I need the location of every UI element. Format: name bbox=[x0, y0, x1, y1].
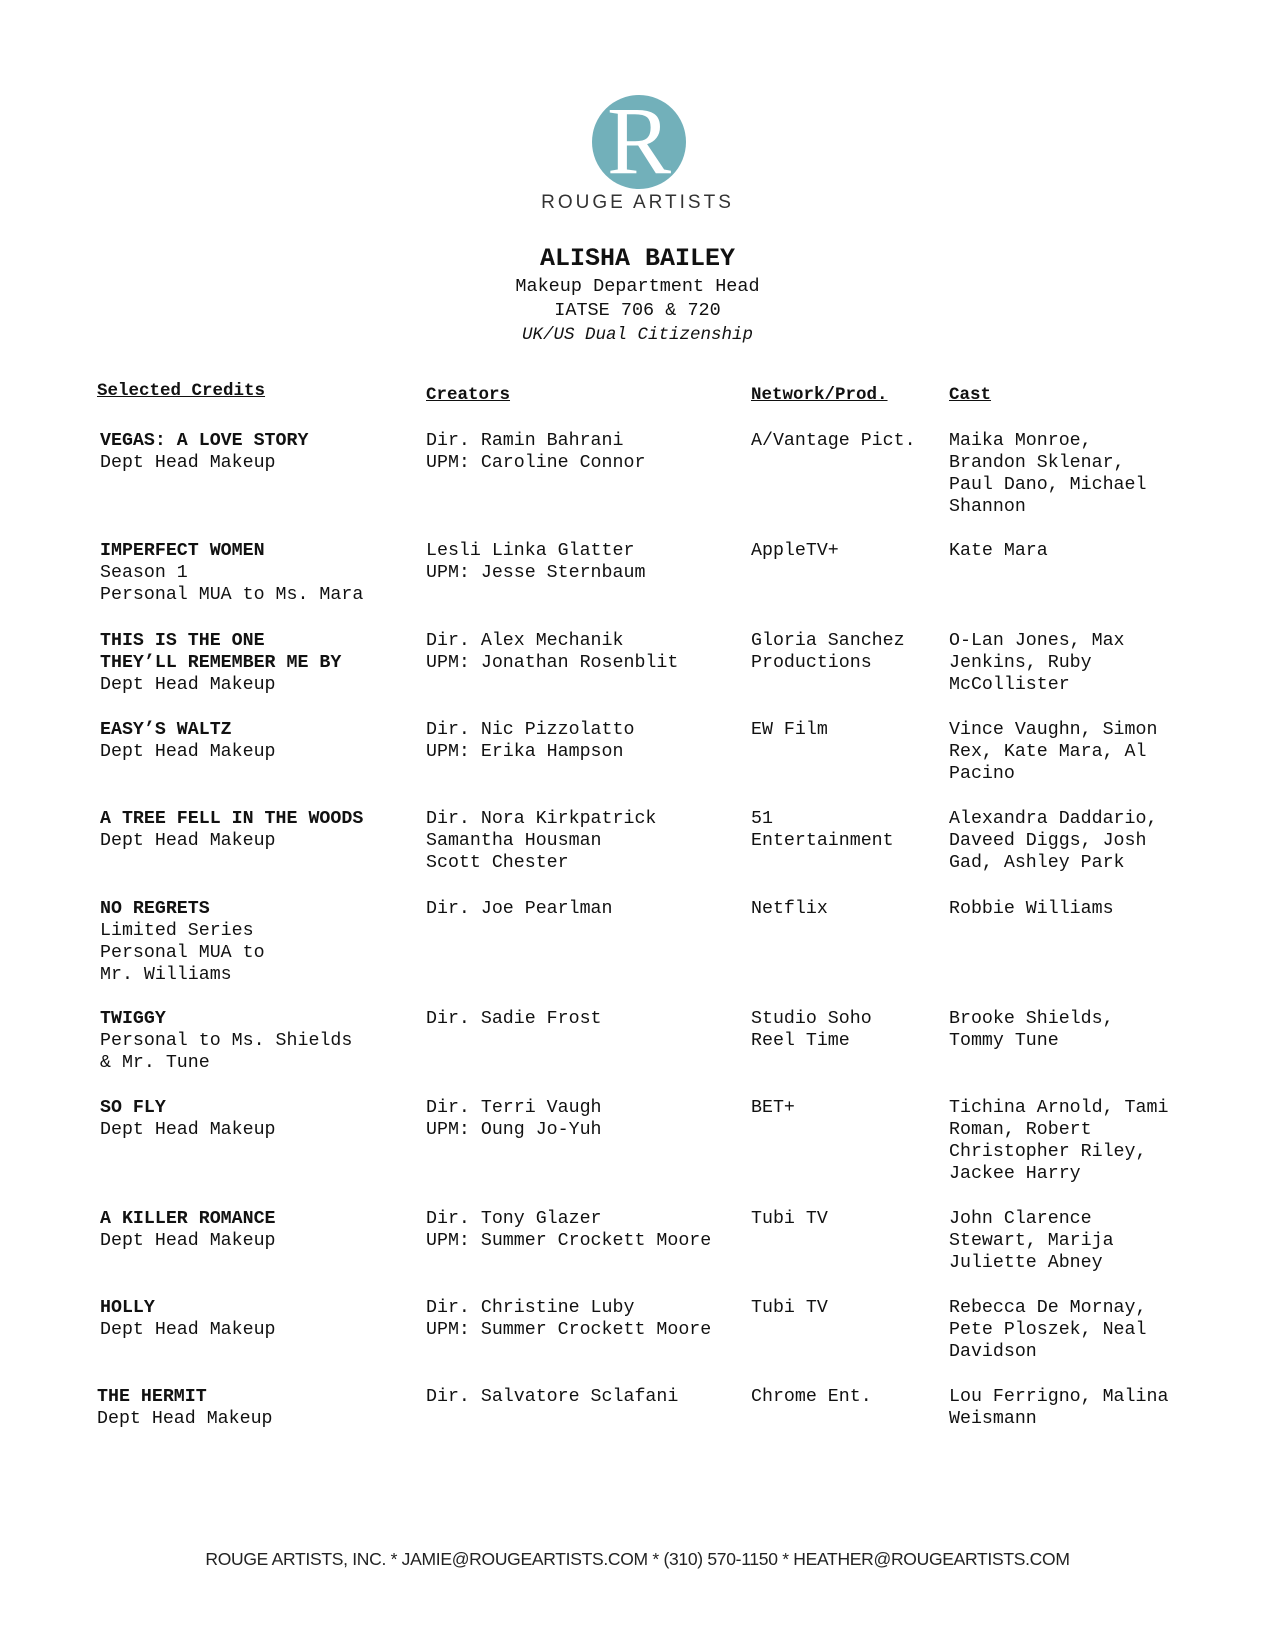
credit-creators: Dir. Christine Luby UPM: Summer Crockett Moore bbox=[426, 1298, 712, 1340]
credit-network: Tubi TV bbox=[751, 1209, 828, 1229]
credit-network: AppleTV+ bbox=[751, 541, 839, 561]
project-role: Dept Head Makeup bbox=[100, 1120, 276, 1140]
project-role: Dept Head Makeup bbox=[100, 1320, 276, 1340]
project-role: Dept Head Makeup bbox=[100, 453, 276, 473]
credit-cast: O-Lan Jones, Max Jenkins, Ruby McCollister bbox=[949, 631, 1125, 695]
project-role: Limited Series Personal MUA to Mr. Williams bbox=[100, 921, 265, 985]
project-title: THIS IS THE ONE THEY’LL REMEMBER ME BY bbox=[100, 631, 342, 673]
credit-cast: John Clarence Stewart, Marija Juliette Abney bbox=[949, 1209, 1114, 1273]
logo-letter: R bbox=[606, 87, 672, 194]
credit-cast: Brooke Shields, Tommy Tune bbox=[949, 1009, 1114, 1051]
credit-network: Studio Soho Reel Time bbox=[751, 1009, 872, 1051]
credit-creators: Dir. Nic Pizzolatto UPM: Erika Hampson bbox=[426, 720, 635, 762]
credit-cast: Tichina Arnold, Tami Roman, Robert Christopher Riley, Jackee Harry bbox=[949, 1098, 1169, 1184]
credit-creators: Dir. Joe Pearlman bbox=[426, 899, 613, 919]
project-role: Dept Head Makeup bbox=[100, 1231, 276, 1251]
credit-project bbox=[100, 808, 410, 852]
footer-contact: ROUGE ARTISTS, INC. * JAMIE@ROUGEARTISTS.COM * (310) 570-1150 * HEATHER@ROUGEARTISTS.COM bbox=[205, 1549, 1070, 1569]
credit-network: Tubi TV bbox=[751, 1298, 828, 1318]
project-title: EASY’S WALTZ bbox=[100, 720, 232, 740]
credit-network: A/Vantage Pict. bbox=[751, 431, 916, 451]
credit-project bbox=[100, 1008, 410, 1074]
credit-network: Chrome Ent. bbox=[751, 1387, 872, 1407]
credit-creators: Dir. Ramin Bahrani UPM: Caroline Connor bbox=[426, 431, 646, 473]
credit-project bbox=[100, 898, 410, 986]
credit-cast: Alexandra Daddario, Daveed Diggs, Josh Gad, Ashley Park bbox=[949, 809, 1158, 873]
project-role: Dept Head Makeup bbox=[97, 1409, 273, 1429]
credit-project bbox=[100, 430, 410, 474]
project-title: IMPERFECT WOMEN bbox=[100, 541, 265, 561]
project-role: Dept Head Makeup bbox=[100, 675, 276, 695]
credit-creators: Dir. Alex Mechanik UPM: Jonathan Rosenblit bbox=[426, 631, 679, 673]
credit-project bbox=[100, 719, 410, 763]
credit-creators: Lesli Linka Glatter UPM: Jesse Sternbaum bbox=[426, 541, 646, 583]
project-title: A TREE FELL IN THE WOODS bbox=[100, 809, 364, 829]
credit-project bbox=[100, 1097, 410, 1141]
project-role: Personal to Ms. Shields & Mr. Tune bbox=[100, 1031, 353, 1073]
credit-cast: Vince Vaughn, Simon Rex, Kate Mara, Al Pacino bbox=[949, 720, 1158, 784]
project-title: A KILLER ROMANCE bbox=[100, 1209, 276, 1229]
credit-creators: Dir. Tony Glazer UPM: Summer Crockett Moore bbox=[426, 1209, 712, 1251]
artist-role: Makeup Department Head bbox=[515, 276, 760, 297]
artist-union: IATSE 706 & 720 bbox=[554, 300, 721, 321]
credit-network: BET+ bbox=[751, 1098, 795, 1118]
column-header-network: Network/Prod. bbox=[751, 385, 888, 405]
project-title: HOLLY bbox=[100, 1298, 155, 1318]
project-title: VEGAS: A LOVE STORY bbox=[100, 431, 309, 451]
credit-creators: Dir. Sadie Frost bbox=[426, 1009, 602, 1029]
credit-network: Netflix bbox=[751, 899, 828, 919]
credit-cast: Maika Monroe, Brandon Sklenar, Paul Dano, Michael Shannon bbox=[949, 431, 1147, 517]
credit-project bbox=[100, 1208, 410, 1252]
credit-project bbox=[97, 1386, 407, 1430]
credit-network: 51 Entertainment bbox=[751, 809, 894, 851]
credit-cast: Rebecca De Mornay, Pete Ploszek, Neal Davidson bbox=[949, 1298, 1147, 1362]
rouge-artists-logo bbox=[592, 87, 686, 194]
credit-network: EW Film bbox=[751, 720, 828, 740]
project-role: Season 1 Personal MUA to Ms. Mara bbox=[100, 563, 364, 605]
credit-cast: Lou Ferrigno, Malina Weismann bbox=[949, 1387, 1169, 1429]
credit-project bbox=[100, 1297, 410, 1341]
credit-cast: Robbie Williams bbox=[949, 899, 1114, 919]
credit-project bbox=[100, 630, 410, 696]
project-role: Dept Head Makeup bbox=[100, 742, 276, 762]
credit-creators: Dir. Salvatore Sclafani bbox=[426, 1387, 679, 1407]
credit-creators: Dir. Terri Vaugh UPM: Oung Jo-Yuh bbox=[426, 1098, 602, 1140]
artist-citizenship: UK/US Dual Citizenship bbox=[521, 325, 754, 345]
column-header-selected-credits: Selected Credits bbox=[97, 381, 266, 401]
credit-network: Gloria Sanchez Productions bbox=[751, 631, 905, 673]
credit-cast: Kate Mara bbox=[949, 541, 1048, 561]
column-header-creators: Creators bbox=[426, 385, 511, 405]
brand-name: ROUGE ARTISTS bbox=[541, 192, 734, 213]
credit-project bbox=[100, 540, 410, 606]
artist-name: ALISHA BAILEY bbox=[539, 244, 736, 273]
project-title: SO FLY bbox=[100, 1098, 166, 1118]
credit-creators: Dir. Nora Kirkpatrick Samantha Housman Scott Chester bbox=[426, 809, 657, 873]
column-header-cast: Cast bbox=[949, 385, 992, 405]
project-title: NO REGRETS bbox=[100, 899, 210, 919]
project-role: Dept Head Makeup bbox=[100, 831, 276, 851]
project-title: TWIGGY bbox=[100, 1009, 166, 1029]
project-title: THE HERMIT bbox=[97, 1387, 207, 1407]
